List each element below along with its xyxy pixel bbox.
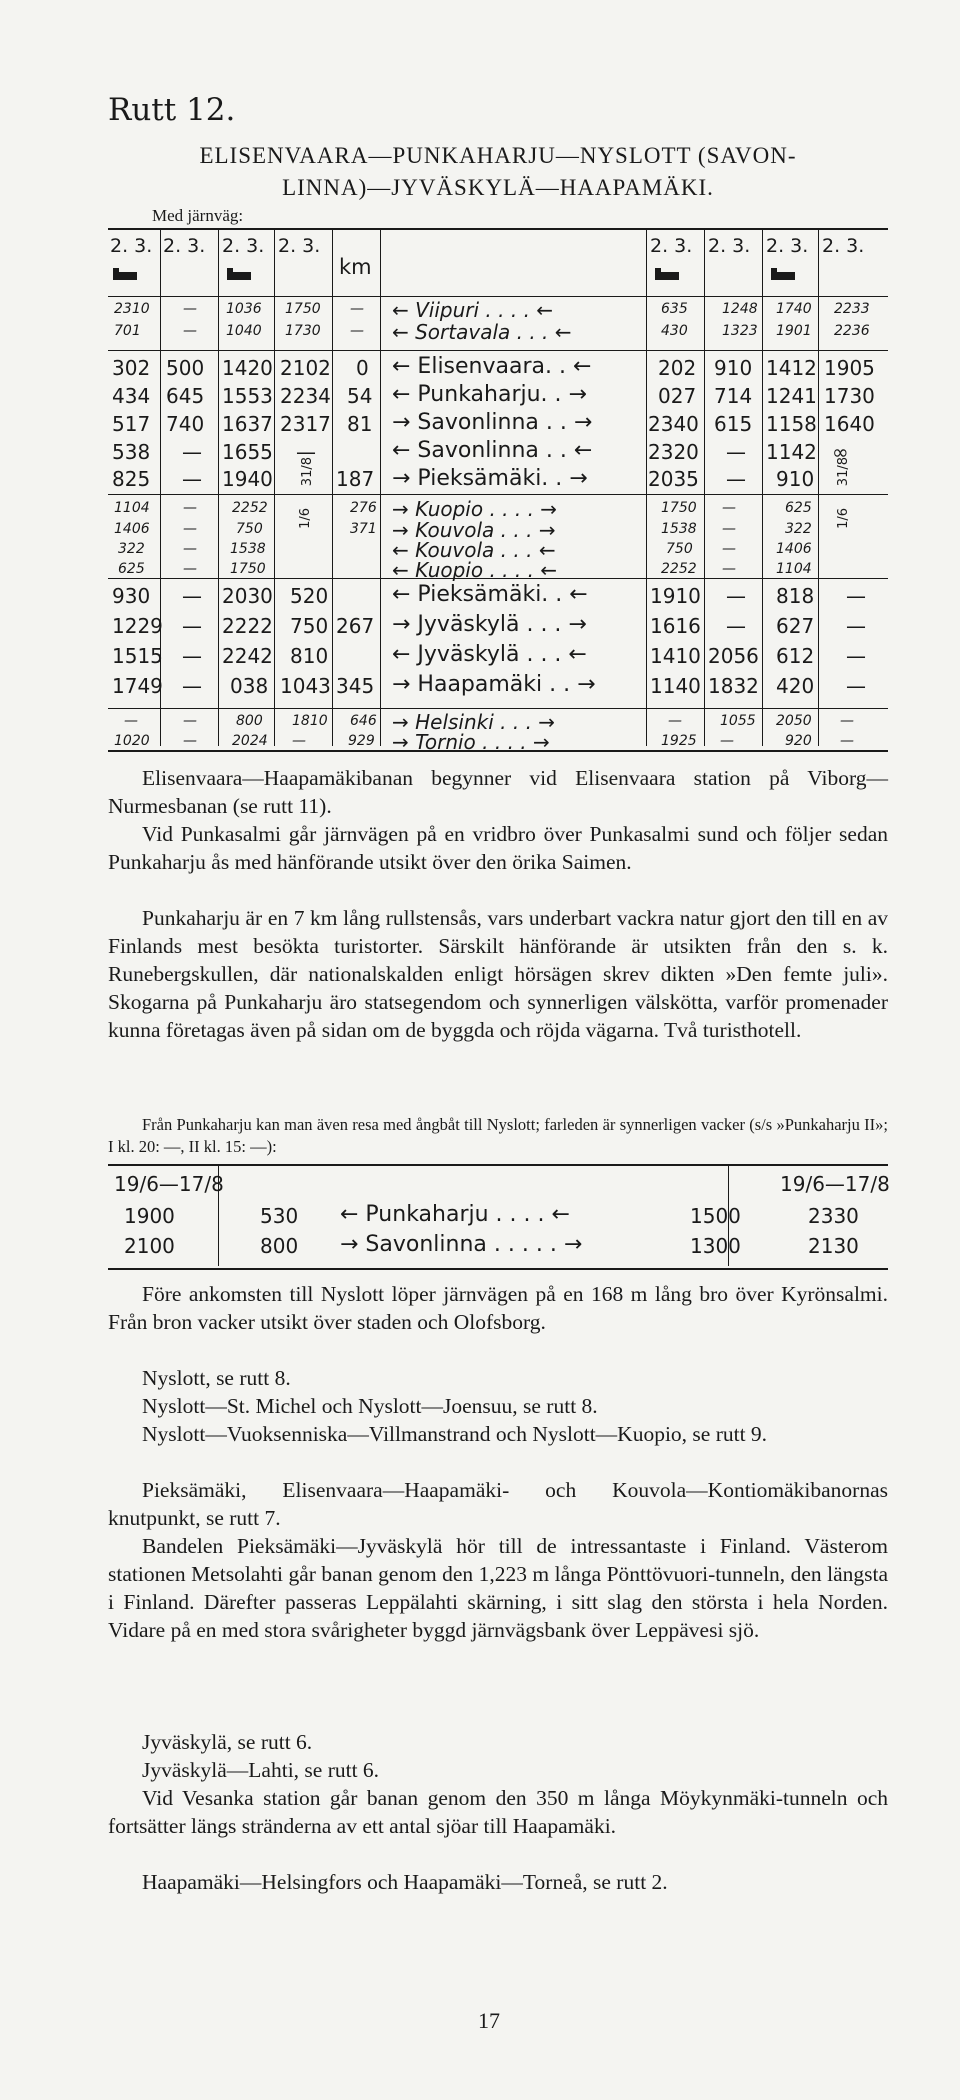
column-rule: [818, 230, 819, 746]
time-cell: —: [183, 541, 197, 557]
time-cell: 1036: [226, 301, 262, 317]
station-name: ← Viipuri . . . . ←: [392, 298, 554, 322]
time-cell: 1158: [766, 412, 817, 436]
station-name: ← Sortavala . . . ←: [392, 320, 572, 344]
paragraph-text: Haapamäki—Helsingfors och Haapamäki—Torneå, se rutt 2.: [142, 1870, 668, 1894]
paragraph-text: Jyväskylä—Lahti, se rutt 6.: [142, 1758, 380, 1782]
sleeping-car-icon: [654, 266, 680, 288]
time-cell: 1538: [661, 521, 697, 537]
time-cell: 1832: [708, 674, 759, 698]
time-cell: 714: [714, 384, 753, 408]
station-name: → Pieksämäki. . →: [392, 466, 588, 491]
km-cell: 267: [336, 614, 375, 638]
time-cell: 2222: [222, 614, 273, 638]
km-cell: 371: [350, 521, 377, 537]
time-cell: —: [726, 467, 746, 491]
time-cell: —: [296, 440, 316, 464]
km-cell: 929: [348, 733, 375, 749]
km-cell: 276: [350, 500, 377, 516]
time-cell: —: [182, 440, 202, 464]
time-cell: 1420: [222, 356, 273, 380]
time-cell: 1142: [766, 440, 817, 464]
time-cell: 1241: [766, 384, 817, 408]
time-cell: 2056: [708, 644, 759, 668]
km-cell: 345: [336, 674, 375, 698]
time-cell: —: [182, 614, 202, 638]
time-cell: —: [183, 521, 197, 537]
column-rule: [704, 230, 705, 746]
time-cell: 1020: [114, 733, 150, 749]
time-cell: 646: [350, 713, 377, 729]
time-cell: 645: [166, 384, 205, 408]
column-rule: [762, 230, 763, 746]
time-cell: 2252: [232, 500, 268, 516]
time-cell: —: [840, 733, 854, 749]
paragraph-text: Pieksämäki, Elisenvaara—Haapamäki- och Kouvola—Kontiomäkibanornas knutpunkt, se rutt 7.: [108, 1478, 888, 1530]
time-cell: 538: [112, 440, 151, 464]
time-cell: —: [722, 541, 736, 557]
date-validity: 31/8: [836, 457, 851, 487]
time-cell: 1905: [824, 356, 875, 380]
time-cell: 430: [661, 323, 688, 339]
paragraph: [108, 1476, 888, 1532]
time-cell: 1940: [222, 467, 273, 491]
time-cell: —: [726, 440, 746, 464]
time-cell: ∞: [832, 440, 849, 464]
time-cell: 750: [290, 614, 329, 638]
station-name: → Kouvola . . . →: [392, 518, 556, 542]
time-cell: —: [183, 323, 197, 339]
time-cell: 500: [166, 356, 205, 380]
time-cell: 625: [118, 561, 145, 577]
time-cell: 1104: [114, 500, 150, 516]
column-rule: [332, 230, 333, 746]
station-name: → Haapamäki . . →: [392, 672, 596, 697]
time-cell: —: [720, 733, 734, 749]
time-cell: 1730: [285, 323, 321, 339]
time-cell: —: [292, 733, 306, 749]
time-cell: 930: [112, 584, 151, 608]
time-cell: 1810: [292, 713, 328, 729]
time-cell: 1901: [776, 323, 812, 339]
km-cell: 187: [336, 467, 375, 491]
time-cell: 615: [714, 412, 753, 436]
time-cell: 420: [776, 674, 815, 698]
paragraph-text: Före ankomsten till Nyslott löper järnvägen på en 168 m lång bro över Kyrönsalmi. Från bron vacker utsikt över staden och Olofsborg.: [108, 1282, 888, 1334]
station-name: ← Savonlinna . . ←: [392, 438, 593, 463]
time-cell: 2252: [661, 561, 697, 577]
paragraph-text: Nyslott—St. Michel och Nyslott—Joensuu, se rutt 8.: [142, 1394, 598, 1418]
time-cell: 1740: [776, 301, 812, 317]
time-cell: —: [722, 561, 736, 577]
paragraph-text: Jyväskylä, se rutt 6.: [142, 1730, 313, 1754]
time-cell: —: [183, 561, 197, 577]
timetable-group-rule: [108, 350, 888, 351]
time-cell: 2050: [776, 713, 812, 729]
time-cell: 1406: [776, 541, 812, 557]
time-cell: —: [124, 713, 138, 729]
class-header: 2. 3.: [222, 235, 265, 257]
time-cell: 1104: [776, 561, 812, 577]
timetable-group-rule: [108, 494, 888, 495]
route-heading-line-1: ELISENVAARA—PUNKAHARJU—NYSLOTT (SAVON-: [199, 143, 797, 168]
timetable-group-rule: [108, 708, 888, 709]
time-cell: 800: [236, 713, 263, 729]
km-cell: 54: [347, 384, 373, 408]
time-cell: 038: [230, 674, 269, 698]
station-name: → Jyväskylä . . . →: [392, 612, 587, 637]
station-name: → Savonlinna . . →: [392, 410, 593, 435]
time-cell: 1229: [112, 614, 163, 638]
station-name: ← Pieksämäki. . ←: [392, 582, 588, 607]
date-validity: 31/8: [300, 457, 315, 487]
paragraph-small: [108, 1114, 888, 1158]
route-heading: [108, 140, 888, 204]
paragraph: [108, 1392, 888, 1420]
station-name: ← Punkaharju. . →: [392, 382, 587, 407]
time-cell: 1055: [720, 713, 756, 729]
travel-mode-label: Med järnväg:: [152, 206, 244, 225]
time-cell: 701: [114, 323, 141, 339]
time-cell: 2310: [114, 301, 150, 317]
time-cell: 1925: [661, 733, 697, 749]
time-cell: 2317: [280, 412, 331, 436]
time-cell: 818: [776, 584, 815, 608]
station-name: ← Kouvola . . . ←: [392, 538, 556, 562]
paragraph: [108, 1532, 888, 1644]
time-cell: 2330: [808, 1204, 859, 1228]
column-rule: [380, 230, 381, 746]
time-cell: 750: [236, 521, 263, 537]
time-cell: 2130: [808, 1234, 859, 1258]
time-cell: —: [350, 301, 364, 317]
class-header: 2. 3.: [163, 235, 206, 257]
time-cell: 1538: [230, 541, 266, 557]
time-cell: 750: [666, 541, 693, 557]
time-cell: 1640: [824, 412, 875, 436]
paragraph-text: Nyslott, se rutt 8.: [142, 1366, 291, 1390]
time-cell: —: [722, 500, 736, 516]
time-cell: 1910: [650, 584, 701, 608]
time-cell: —: [182, 674, 202, 698]
time-cell: 800: [260, 1234, 299, 1258]
class-header: 2. 3.: [278, 235, 321, 257]
sleeping-car-icon: [226, 266, 252, 288]
time-cell: 2234: [280, 384, 331, 408]
station-name: → Helsinki . . . →: [392, 710, 556, 734]
time-cell: —: [350, 323, 364, 339]
time-cell: —: [846, 644, 866, 668]
time-cell: 1655: [222, 440, 273, 464]
paragraph: [108, 1280, 888, 1336]
time-cell: 1412: [766, 356, 817, 380]
time-cell: 1616: [650, 614, 701, 638]
time-cell: 1515: [112, 644, 163, 668]
paragraph: [108, 904, 888, 1044]
time-cell: 2024: [232, 733, 268, 749]
time-cell: —: [182, 467, 202, 491]
paragraph: [108, 764, 888, 820]
time-cell: 740: [166, 412, 205, 436]
time-cell: 1300: [690, 1234, 741, 1258]
time-cell: 1749: [112, 674, 163, 698]
time-cell: 1040: [226, 323, 262, 339]
time-cell: 302: [112, 356, 151, 380]
time-cell: 810: [290, 644, 329, 668]
paragraph: [108, 1420, 888, 1448]
paragraph-text: Bandelen Pieksämäki—Jyväskylä hör till de intressantaste i Finland. Västerom stationen Metsolahti går banan genom den 1,223 m långa Pönttövuori-tunneln, den längsta i Finland. Därefter passeras Leppälahti skärning, i sitt slag den största i hela Norden. Vidare på en med stora svårigheter byggd järnvägsbank över Leppävesi sjö.: [108, 1534, 888, 1642]
paragraph-text: Elisenvaara—Haapamäkibanan begynner vid Elisenvaara station på Viborg—Nurmesbanan (se rutt 11).: [108, 766, 888, 818]
time-cell: —: [846, 674, 866, 698]
time-cell: 1500: [690, 1204, 741, 1228]
time-cell: 1750: [230, 561, 266, 577]
time-cell: —: [183, 733, 197, 749]
station-name: ← Punkaharju . . . . ←: [340, 1202, 570, 1227]
paragraph-text: Punkaharju är en 7 km lång rullstensås, vars underbart vackra natur gjort den till en av Finlands mest besökta turistorter. Särskilt hänförande är utsikten från den s. k. Runebergskullen, där nationalskalden enligt hörsägen skrev dikten »Den femte juli». Skogarna på Punkaharju äro statsegendom och synnerligen välskötta, varför promenader kunna företagas även på sidan om de byggda och röjda vägarna. Två turisthotell.: [108, 906, 888, 1042]
km-header: km: [339, 255, 372, 279]
sleeping-car-icon: [112, 266, 138, 288]
time-cell: 322: [785, 521, 812, 537]
column-rule: [160, 230, 161, 746]
time-cell: 1730: [824, 384, 875, 408]
time-cell: 1750: [285, 301, 321, 317]
time-cell: 1323: [722, 323, 758, 339]
km-cell: 81: [347, 412, 373, 436]
time-cell: —: [846, 614, 866, 638]
timetable-header-rule: [108, 296, 888, 297]
time-cell: —: [846, 584, 866, 608]
time-cell: 1637: [222, 412, 273, 436]
time-cell: —: [726, 584, 746, 608]
class-header: 2. 3.: [766, 235, 809, 257]
time-cell: 1406: [114, 521, 150, 537]
paragraph: [108, 1728, 888, 1756]
time-cell: —: [668, 713, 682, 729]
time-cell: 1900: [124, 1204, 175, 1228]
season-period: 19/6—17/8: [114, 1172, 224, 1196]
station-name: ← Kuopio . . . . ←: [392, 558, 558, 582]
station-name: ← Jyväskylä . . . ←: [392, 642, 587, 667]
time-cell: 1043: [280, 674, 331, 698]
paragraph: [108, 1364, 888, 1392]
time-cell: 2340: [648, 412, 699, 436]
time-cell: —: [182, 644, 202, 668]
time-cell: 910: [714, 356, 753, 380]
paragraph: [108, 1868, 888, 1896]
time-cell: 1553: [222, 384, 273, 408]
station-name: → Tornio . . . . →: [392, 730, 550, 754]
time-cell: 1750: [661, 500, 697, 516]
column-rule: [218, 230, 219, 746]
route-heading-line-2: LINNA)—JYVÄSKYLÄ—HAAPAMÄKI.: [282, 175, 714, 200]
class-header: 2. 3.: [822, 235, 865, 257]
class-header: 2. 3.: [110, 235, 153, 257]
column-rule: [646, 230, 647, 746]
paragraph-text: Vid Vesanka station går banan genom den 350 m långa Möykynmäki-tunneln och fortsätter längs stränderna av ett antal sjöar till Haapamäki.: [108, 1786, 888, 1838]
time-cell: 2236: [834, 323, 870, 339]
time-cell: 2233: [834, 301, 870, 317]
class-header: 2. 3.: [650, 235, 693, 257]
paragraph: [108, 820, 888, 876]
page-number: 17: [478, 2008, 500, 2033]
time-cell: 520: [290, 584, 329, 608]
date-validity: 1/6: [298, 508, 313, 529]
time-cell: 322: [118, 541, 145, 557]
time-cell: —: [726, 614, 746, 638]
time-cell: —: [183, 500, 197, 516]
time-cell: 2242: [222, 644, 273, 668]
time-cell: 517: [112, 412, 151, 436]
time-cell: —: [840, 713, 854, 729]
time-cell: 1410: [650, 644, 701, 668]
date-validity: 1/6: [836, 508, 851, 529]
time-cell: —: [722, 521, 736, 537]
time-cell: 027: [658, 384, 697, 408]
season-period: 19/6—17/8: [780, 1172, 890, 1196]
station-name: ← Elisenvaara. . ←: [392, 354, 592, 379]
time-cell: 2035: [648, 467, 699, 491]
station-name: → Savonlinna . . . . . →: [340, 1232, 583, 1257]
time-cell: 825: [112, 467, 151, 491]
station-name: → Kuopio . . . . →: [392, 497, 558, 521]
time-cell: 1140: [650, 674, 701, 698]
paragraph: [108, 1784, 888, 1840]
time-cell: 434: [112, 384, 151, 408]
time-cell: 530: [260, 1204, 299, 1228]
time-cell: 635: [661, 301, 688, 317]
time-cell: 910: [776, 467, 815, 491]
time-cell: 2102: [280, 356, 331, 380]
time-cell: 612: [776, 644, 815, 668]
paragraph-text: Vid Punkasalmi går järnvägen på en vridbro över Punkasalmi sund och följer sedan Punkaharju ås med hänförande utsikt över den örika Saimen.: [108, 822, 888, 874]
time-cell: 202: [658, 356, 697, 380]
time-cell: —: [182, 584, 202, 608]
steamboat-timetable: [108, 1164, 888, 1270]
time-cell: 2320: [648, 440, 699, 464]
sleeping-car-icon: [770, 266, 796, 288]
km-cell: 0: [356, 356, 369, 380]
time-cell: 2100: [124, 1234, 175, 1258]
time-cell: —: [183, 713, 197, 729]
time-cell: 920: [785, 733, 812, 749]
class-header: 2. 3.: [708, 235, 751, 257]
time-cell: 627: [776, 614, 815, 638]
paragraph-text: Från Punkaharju kan man även resa med ångbåt till Nyslott; farleden är synnerligen vacker (s/s »Punkaharju II»; I kl. 20: —, II kl. 15: —):: [108, 1115, 888, 1156]
time-cell: —: [183, 301, 197, 317]
route-number: Rutt 12.: [108, 92, 236, 128]
paragraph: [108, 1756, 888, 1784]
time-cell: 2030: [222, 584, 273, 608]
column-rule: [274, 230, 275, 746]
paragraph-text: Nyslott—Vuoksenniska—Villmanstrand och Nyslott—Kuopio, se rutt 9.: [142, 1422, 768, 1446]
time-cell: 1248: [722, 301, 758, 317]
time-cell: 625: [785, 500, 812, 516]
